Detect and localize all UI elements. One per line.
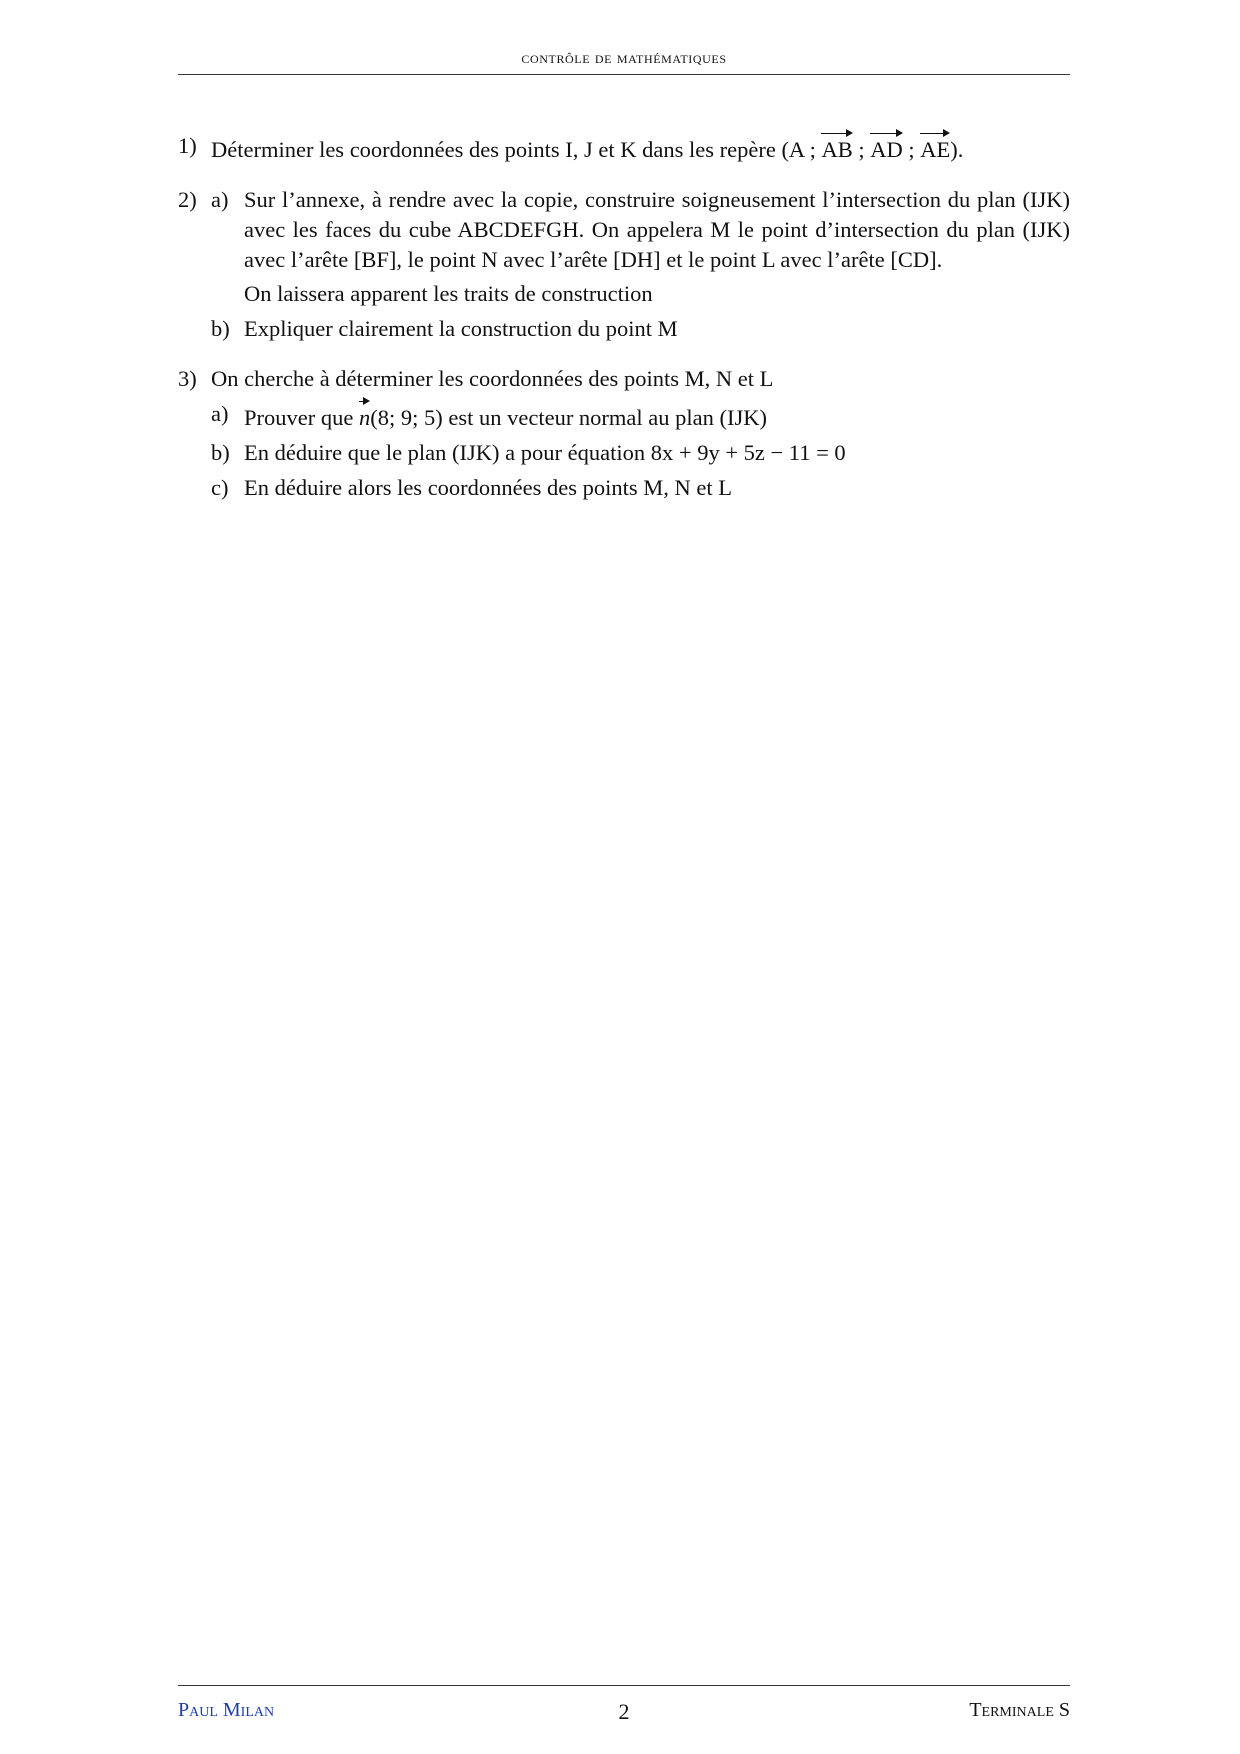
question-1 (178, 131, 1070, 165)
question-text: Déterminer les coordonnées des points I, J et K dans les repère (A ; (211, 137, 816, 162)
subquestion-label: a) (211, 401, 229, 426)
subquestion-label: b) (211, 316, 230, 341)
subquestion-text: Sur l’annexe, à rendre avec la copie, construire soigneusement l’intersection du plan (IJK) avec les faces du cube ABCDEFGH. On appelera M le point d’intersection du plan (IJK) avec l’arête [BF], le point N avec l’arête [DH] et le point L avec l’arête [CD]. (244, 187, 1070, 272)
subquestion-text: Prouver que (244, 405, 354, 430)
closing: ). (950, 137, 964, 162)
subquestion-text: Expliquer clairement la construction du point M (244, 316, 678, 341)
subquestion-3c (211, 473, 1070, 503)
page-number: 2 (618, 1699, 630, 1724)
exercise-content (178, 131, 1070, 503)
subquestion-2b (211, 314, 1070, 344)
question-number: 2) (178, 187, 197, 212)
subquestion-note: On laissera apparent les traits de construction (244, 281, 653, 306)
vector-ab: AB (821, 131, 852, 165)
footer-class: Terminale S (969, 1699, 1070, 1721)
footer-rule (178, 1685, 1070, 1686)
subquestion-label: c) (211, 475, 229, 500)
subquestion-text: En déduire alors les coordonnées des points M, N et L (244, 475, 733, 500)
question-3 (178, 364, 1070, 503)
footer-author: Paul Milan (178, 1699, 275, 1721)
question-number: 3) (178, 366, 197, 391)
header-rule (178, 74, 1070, 75)
vector-ae: AE (920, 131, 950, 165)
subquestion-text: En déduire que le plan (IJK) a pour équation (244, 440, 646, 465)
separator: ; (908, 137, 915, 162)
plane-equation: 8x + 9y + 5z − 11 = 0 (650, 440, 846, 465)
normal-vector: n (359, 399, 370, 433)
subquestion-3a (211, 399, 1070, 433)
vector-ad: AD (870, 131, 903, 165)
page-header: contrôle de mathématiques (521, 48, 727, 67)
question-2 (178, 185, 1070, 344)
vector-coordinates: (8; 9; 5) (370, 405, 443, 430)
subquestion-text-end: est un vecteur normal au plan (IJK) (448, 405, 767, 430)
subquestion-label: b) (211, 440, 230, 465)
question-number: 1) (178, 133, 197, 158)
question-text: On cherche à déterminer les coordonnées des points M, N et L (211, 366, 774, 391)
subquestion-label: a) (211, 187, 229, 212)
subquestion-2a (211, 185, 1070, 309)
subquestion-3b (211, 438, 1070, 468)
separator: ; (858, 137, 865, 162)
